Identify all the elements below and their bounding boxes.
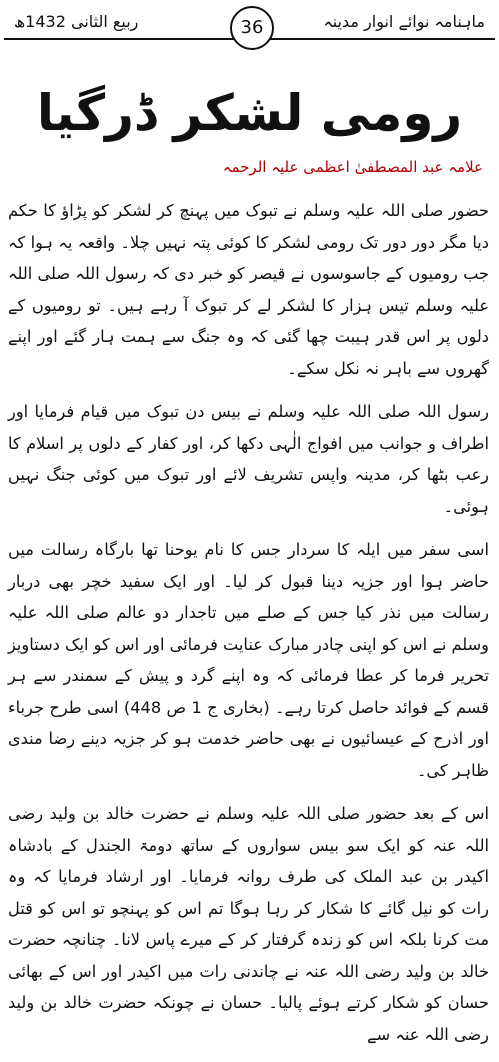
issue-date: ربیع الثانی 1432ھ <box>14 12 139 31</box>
article-title: رومی لشکر ڈرگیا <box>36 84 463 142</box>
paragraph: حضور صلی اللہ علیہ وسلم نے تبوک میں پہنچ کر لشکر کو پڑاؤ کا حکم دیا مگر دور دور تک رومی لشکر کا کوئی پتہ نہیں چلا۔ واقعہ یہ ہوا کہ جب رومیوں کے جاسوسوں نے قیصر کو خبر دی کہ رسول اللہ صلی اللہ علیہ وسلم تیس ہزار کا لشکر لے کر تبوک آ رہے ہیں۔ تو رومیوں کے دلوں پر اس قدر ہیبت چھا گئی کہ وہ جنگ سے ہمت ہار گئے اور اپنے گھروں سے باہر نہ نکل سکے۔ <box>8 201 489 378</box>
paragraph: رسول اللہ صلی اللہ علیہ وسلم نے بیس دن تبوک میں قیام فرمایا اور اطراف و جوانب میں افواج الٰہی دکھا کر، اور کفار کے دلوں پر اسلام کا رعب بٹھا کر، مدینہ واپس تشریف لائے اور تبوک میں کوئی جنگ نہیں ہوئی۔ <box>8 402 489 516</box>
publication-name: ماہنامہ نوائے انوار مدینہ <box>323 12 485 31</box>
article-body <box>8 195 489 1062</box>
article-author: علامہ عبد المصطفیٰ اعظمی علیہ الرحمہ <box>222 158 483 176</box>
paragraph: اسی سفر میں ایلہ کا سردار جس کا نام یوحنا تھا بارگاہ رسالت میں حاضر ہوا اور جزیہ دینا قبول کر لیا۔ اور ایک سفید خچر بھی دربار رسالت میں نذر کیا جس کے صلے میں تاجدار دو عالم صلی اللہ علیہ وسلم نے اس کو اپنی چادر مبارک عنایت فرمائی اور اس کو ایک دستاویز تحریر فرما کر عطا فرمائی کہ وہ اپنے گرد و پیش کے سمندر سے ہر قسم کے فوائد حاصل کرتا رہے۔ (بخاری ج 1 ص 448) اسی طرح جرباء اور اذرح کے عیسائیوں نے بھی حاضر خدمت ہو کر جزیہ دینے رضا مندی ظاہر کی۔ <box>8 540 489 780</box>
page-header <box>0 0 499 52</box>
page-number: 36 <box>230 6 274 50</box>
paragraph: اس کے بعد حضور صلی اللہ علیہ وسلم نے حضرت خالد بن ولید رضی اللہ عنہ کو ایک سو بیس سواروں کے ساتھ دومۃ الجندل کے بادشاہ اکیدر بن عبد الملک کی طرف روانہ فرمایا۔ اور ارشاد فرمایا کہ وہ رات کو نیل گائے کا شکار کر رہا ہوگا تم اس کو پہنچو تو اس کو قتل مت کرنا بلکہ اس کو زندہ گرفتار کر کے میرے پاس لانا۔ چنانچہ حضرت خالد بن ولید رضی اللہ عنہ نے چاندنی رات میں اکیدر اور اس کے بھائی حسان کو شکار کرتے ہوئے پالیا۔ حسان نے چونکہ حضرت خالد بن ولید رضی اللہ عنہ سے <box>8 804 489 1044</box>
